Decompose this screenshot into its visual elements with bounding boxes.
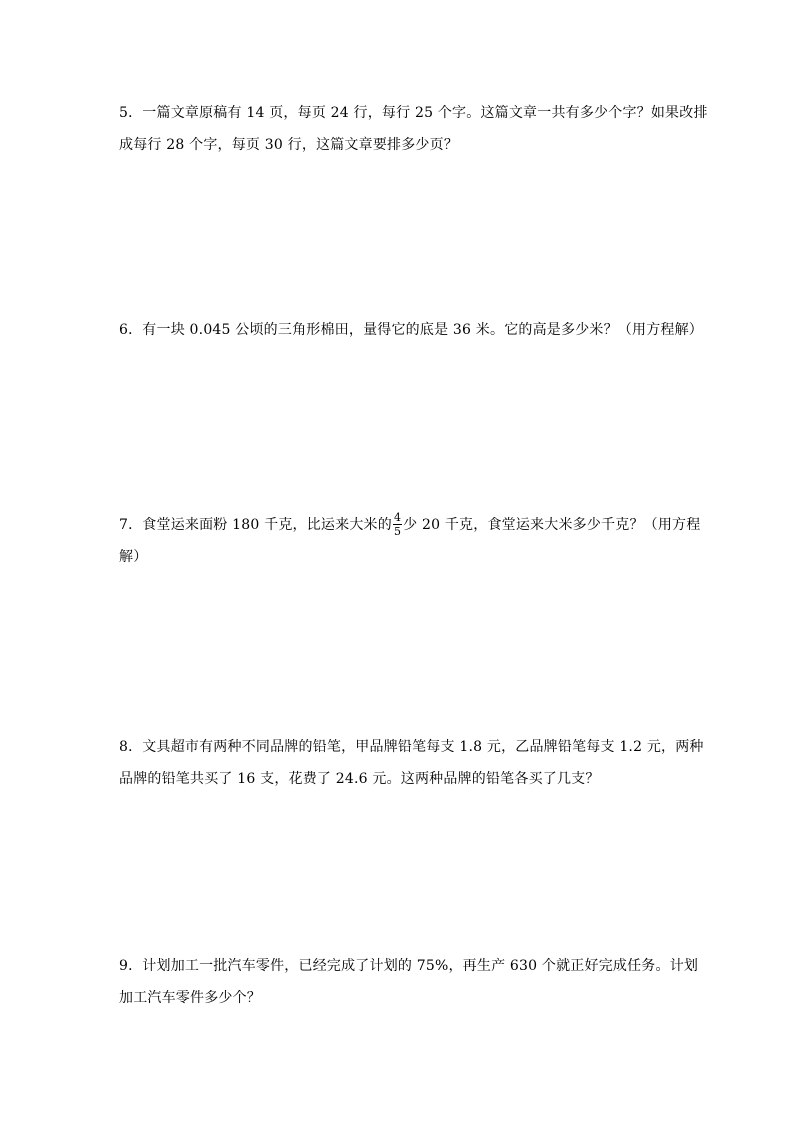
problem-9-line-2: 加工汽车零件多少个？ [119, 990, 261, 1006]
problem-9 [119, 950, 699, 1014]
problem-8 [119, 731, 704, 795]
problem-7 [119, 509, 701, 573]
problem-5-line-1: 5．一篇文章原稿有 14 页，每页 24 行，每行 25 个字。这篇文章一共有多少个字？如果改排 [119, 105, 708, 121]
problem-7-line-1 [119, 509, 701, 541]
problem-5-line-2: 成每行 28 个字，每页 30 行，这篇文章要排多少页？ [119, 137, 459, 153]
fraction-denominator: 5 [393, 524, 402, 538]
problem-8-line-2: 品牌的铅笔共买了 16 支，花费了 24.6 元。这两种品牌的铅笔各买了几支？ [119, 771, 600, 787]
problem-6-line-1: 6．有一块 0.045 公顷的三角形棉田，量得它的底是 36 米。它的高是多少米？（用方程解） [119, 322, 703, 338]
problem-9-line-1: 9．计划加工一批汽车零件，已经完成了计划的 75%，再生产 630 个就正好完成任务。计划 [119, 958, 699, 974]
fraction-four-fifths [393, 512, 402, 537]
problem-8-line-1: 8．文具超市有两种不同品牌的铅笔，甲品牌铅笔每支 1.8 元，乙品牌铅笔每支 1.2 元，两种 [119, 739, 704, 755]
problem-7-text-before-fraction: 7．食堂运来面粉 180 千克，比运来大米的 [119, 517, 392, 533]
problem-7-text-after-fraction: 少 20 千克，食堂运来大米多少千克？（用方程 [403, 517, 701, 533]
problem-7-line-2: 解） [119, 549, 148, 565]
fraction-numerator: 4 [393, 510, 402, 524]
problem-6 [119, 314, 703, 346]
problem-5 [119, 97, 708, 161]
